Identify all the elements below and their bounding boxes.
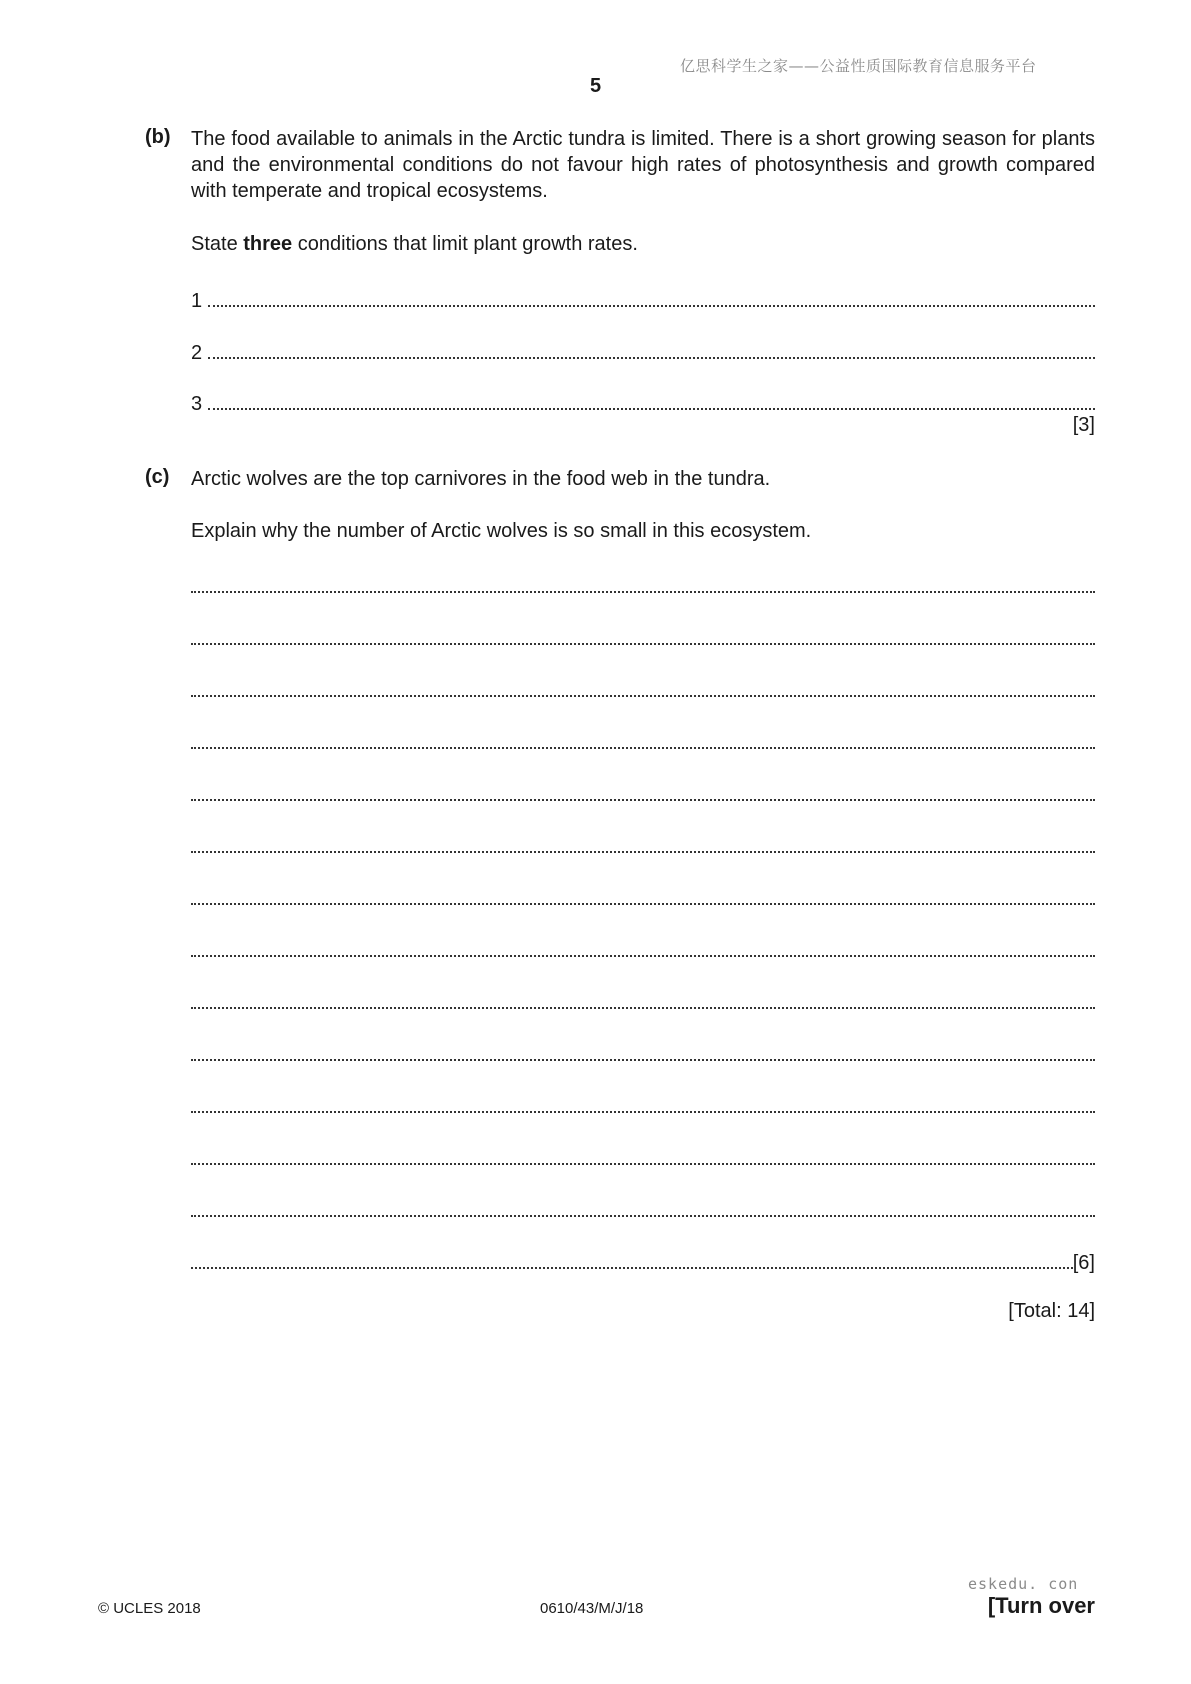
page-number: 5	[589, 75, 602, 97]
part-c-instruction: Explain why the number of Arctic wolves is so small in this ecosystem.	[191, 520, 812, 542]
dotted-line	[191, 1193, 1095, 1217]
answer-line[interactable]	[191, 1193, 1095, 1219]
answer-line[interactable]	[191, 725, 1095, 751]
instruction-text-end: conditions that limit plant growth rates.	[292, 233, 638, 255]
dotted-line	[191, 777, 1095, 801]
dotted-line	[191, 621, 1095, 645]
instruction-text-start: State	[191, 233, 244, 255]
dotted-line	[191, 1089, 1095, 1113]
dotted-line	[191, 881, 1095, 905]
answer-line[interactable]	[191, 673, 1095, 699]
answer-line[interactable]	[191, 777, 1095, 803]
answer-line[interactable]	[191, 985, 1095, 1011]
watermark-bottom: eskedu. con	[968, 1575, 1079, 1593]
part-b-instruction	[191, 231, 1095, 257]
copyright: © UCLES 2018	[98, 1600, 201, 1617]
answer-number: 2	[191, 342, 203, 364]
answer-line-3[interactable]	[191, 386, 1095, 415]
dotted-line	[208, 283, 1095, 307]
dotted-line	[191, 673, 1095, 697]
answer-line[interactable]	[191, 829, 1095, 855]
answer-line-2[interactable]	[191, 335, 1095, 364]
part-c-statement: Arctic wolves are the top carnivores in the food web in the tundra.	[191, 468, 771, 490]
answer-line[interactable]	[191, 1089, 1095, 1115]
total-marks: [Total: 14]	[1008, 1300, 1095, 1322]
dotted-line	[208, 386, 1095, 410]
dotted-line	[191, 985, 1095, 1009]
dotted-line	[191, 829, 1095, 853]
answer-line[interactable]	[191, 933, 1095, 959]
part-c-marks: [6]	[1072, 1252, 1095, 1274]
answer-line[interactable]	[191, 1141, 1095, 1167]
part-c-label: (c)	[145, 466, 170, 488]
part-b-label: (b)	[145, 126, 171, 148]
dotted-line	[191, 1037, 1095, 1061]
instruction-emphasis: three	[243, 233, 293, 255]
dotted-line	[191, 1245, 1073, 1269]
dotted-line	[191, 725, 1095, 749]
answer-line[interactable]	[191, 621, 1095, 647]
dotted-line	[191, 933, 1095, 957]
answer-line-last[interactable]	[191, 1245, 1095, 1274]
dotted-line	[208, 335, 1095, 359]
watermark-top: 亿思科学生之家——公益性质国际教育信息服务平台	[680, 57, 1037, 75]
turn-over: [Turn over	[987, 1593, 1095, 1618]
part-b-paragraph: The food available to animals in the Arctic tundra is limited. There is a short growing season for plants and the environmental conditions do not favour high rates of photosynthesis and growth compared with temperate and tropical ecosystems.	[191, 128, 1095, 202]
dotted-line	[191, 1141, 1095, 1165]
answer-line[interactable]	[191, 569, 1095, 595]
answer-line[interactable]	[191, 1037, 1095, 1063]
dotted-line	[191, 569, 1095, 593]
part-b-marks: [3]	[1072, 414, 1095, 436]
answer-line-1[interactable]	[191, 283, 1095, 312]
answer-number: 1	[191, 290, 203, 312]
answer-number: 3	[191, 393, 203, 415]
answer-line[interactable]	[191, 881, 1095, 907]
paper-code: 0610/43/M/J/18	[540, 1600, 644, 1617]
